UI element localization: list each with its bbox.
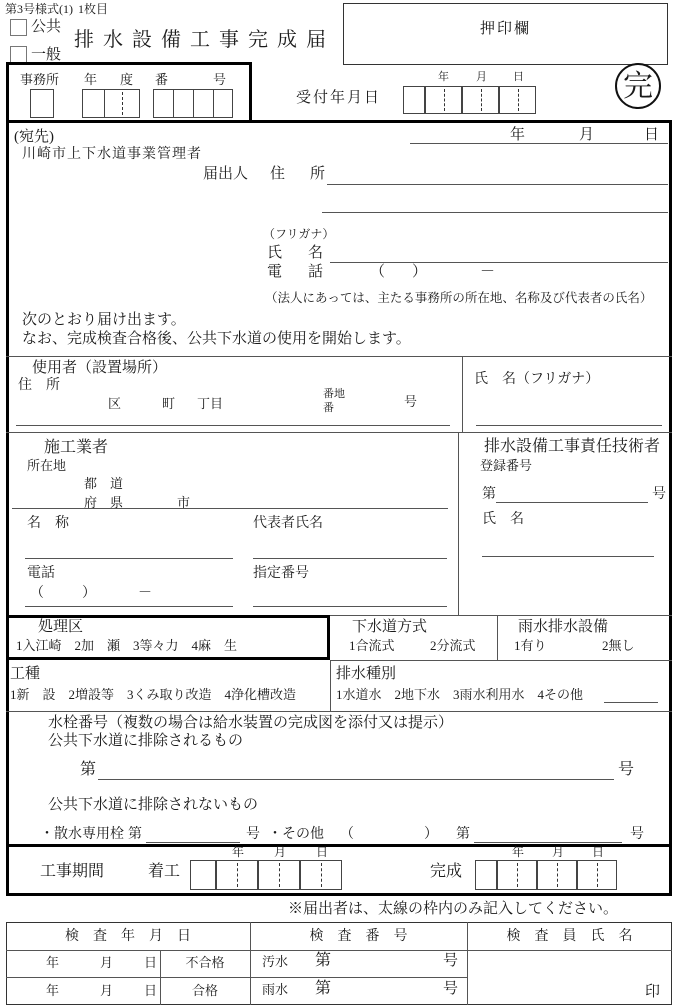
tap-public-go: 号 bbox=[618, 761, 635, 778]
contractor-fuken-label: 府 県 bbox=[84, 495, 124, 510]
contractor-tel-close: ） bbox=[82, 586, 96, 601]
divider-user-vertical bbox=[462, 356, 463, 432]
contractor-title: 施工業者 bbox=[44, 439, 109, 456]
applicant-addr-label2: 所 bbox=[310, 166, 326, 182]
contractor-location-line[interactable] bbox=[12, 493, 448, 509]
applicant-address-line1[interactable] bbox=[327, 169, 668, 185]
insp-row1-sewage: 汚水 bbox=[262, 954, 289, 969]
rain-option-yes[interactable]: 1有り bbox=[514, 638, 547, 653]
reception-day-label: 日 bbox=[513, 71, 524, 83]
divider-user-top bbox=[6, 356, 672, 357]
inspection-header-divider bbox=[6, 950, 672, 951]
tap-public-dai: 第 bbox=[80, 761, 97, 778]
number-cells[interactable] bbox=[153, 89, 233, 118]
user-chome-label: 丁目 bbox=[197, 396, 224, 411]
tel-paren-close: ） bbox=[412, 264, 428, 280]
contractor-tel-open: （ bbox=[30, 586, 44, 601]
rainwater-title: 雨水排水設備 bbox=[518, 619, 609, 635]
date-month-label: 月 bbox=[579, 127, 595, 143]
period-start-month-label: 月 bbox=[274, 845, 287, 859]
period-start-year-label: 年 bbox=[232, 845, 245, 859]
sewer-system-title: 下水道方式 bbox=[352, 619, 428, 635]
tap-other-line[interactable] bbox=[474, 828, 622, 843]
addressee-label: (宛先) bbox=[14, 129, 54, 145]
contractor-tel-line[interactable] bbox=[25, 591, 233, 607]
applicant-addr-label1: 住 bbox=[270, 166, 286, 182]
insp-row2-seal: 印 bbox=[645, 984, 661, 1000]
divider-contractor-vertical bbox=[458, 432, 459, 615]
applicant-address-line2[interactable] bbox=[322, 197, 668, 213]
technician-reg-line[interactable] bbox=[496, 487, 648, 503]
sheet-number: 1枚目 bbox=[78, 2, 109, 16]
period-start-day-label: 日 bbox=[316, 845, 329, 859]
period-end-day-cell[interactable] bbox=[577, 860, 617, 890]
contractor-designation-label: 指定番号 bbox=[253, 566, 309, 581]
completion-stamp-char: 完 bbox=[623, 70, 653, 103]
tap-nonpublic-label: 公共下水道に排除されないもの bbox=[48, 797, 259, 813]
insp-row1-go: 号 bbox=[443, 953, 459, 969]
checkbox-public-label: 公共 bbox=[31, 19, 62, 35]
sewer-option-separate[interactable]: 2分流式 bbox=[430, 638, 476, 653]
user-go-label: 号 bbox=[404, 394, 418, 409]
checkbox-public[interactable] bbox=[10, 19, 27, 36]
period-end-month-cell[interactable] bbox=[537, 860, 577, 890]
technician-name-line[interactable] bbox=[482, 541, 654, 557]
period-end-year-label: 年 bbox=[512, 845, 525, 859]
reception-month-cell[interactable] bbox=[462, 86, 499, 114]
tap-other-close: ） bbox=[424, 827, 438, 842]
contractor-rep-line[interactable] bbox=[253, 543, 447, 559]
fiscal-year-label: 年 bbox=[84, 72, 98, 87]
insp-row2-pass: 合格 bbox=[191, 983, 218, 998]
inspection-header-inspector: 検 査 員 氏 名 bbox=[506, 929, 633, 944]
contractor-tel-dash: － bbox=[138, 586, 152, 601]
rain-option-no[interactable]: 2無し bbox=[602, 638, 635, 653]
declaration-line1: 次のとおり届け出ます。 bbox=[22, 312, 186, 328]
tap-sprinkler-label: ・散水専用栓 bbox=[40, 827, 124, 842]
insp-row2-year: 年 bbox=[46, 983, 60, 998]
manager-title: 川崎市上下水道事業管理者 bbox=[22, 147, 202, 162]
period-end-year-cell[interactable] bbox=[497, 860, 537, 890]
divider-period-top bbox=[6, 844, 672, 847]
tap-other-label: ・その他 bbox=[268, 827, 324, 842]
date-day-label: 日 bbox=[644, 127, 660, 143]
insp-row1-fail: 不合格 bbox=[185, 955, 225, 970]
tap-public-label: 公共下水道に排除されるもの bbox=[48, 733, 244, 749]
technician-title: 排水設備工事責任技術者 bbox=[484, 438, 661, 455]
completion-stamp bbox=[615, 63, 661, 109]
fiscal-do-label: 度 bbox=[120, 72, 134, 87]
treatment-options[interactable]: 1入江崎 2加 瀬 3等々力 4麻 生 bbox=[16, 638, 238, 653]
user-machi-label: 町 bbox=[162, 396, 176, 411]
drain-type-title: 排水種別 bbox=[336, 666, 397, 682]
inspection-header-date: 検 査 年 月 日 bbox=[65, 929, 191, 944]
reception-day-cell[interactable] bbox=[499, 86, 536, 114]
work-kind-options[interactable]: 1新 設 2増設等 3くみ取り改造 4浄化槽改造 bbox=[10, 687, 297, 702]
contractor-name-line[interactable] bbox=[25, 543, 233, 559]
office-cell[interactable] bbox=[30, 89, 54, 118]
tap-title: 水栓番号（複数の場合は給水装置の完成図を添付又は提示） bbox=[48, 715, 454, 731]
technician-go-label: 号 bbox=[652, 487, 666, 502]
divider-tap-top bbox=[6, 711, 672, 712]
bold-frame-note: ※届出者は、太線の枠内のみ記入してください。 bbox=[288, 901, 619, 917]
technician-reg-label: 登録番号 bbox=[480, 458, 533, 473]
work-kind-title: 工種 bbox=[10, 666, 41, 682]
technician-name-label: 氏 名 bbox=[482, 512, 524, 527]
insp-row2-month: 月 bbox=[100, 983, 114, 998]
period-title: 工事期間 bbox=[40, 863, 105, 880]
number-go-label: 号 bbox=[213, 72, 227, 87]
insp-row1-year: 年 bbox=[46, 955, 60, 970]
tap-other-open: （ bbox=[340, 827, 354, 842]
treatment-title: 処理区 bbox=[38, 619, 84, 635]
applicant-tel-label1: 電 bbox=[267, 264, 283, 280]
contractor-location-label: 所在地 bbox=[27, 458, 67, 473]
insp-row2-day: 日 bbox=[144, 983, 158, 998]
number-ban-label: 番 bbox=[155, 72, 169, 87]
user-banchi-label: 番地 bbox=[323, 388, 345, 400]
inspection-row-divider bbox=[6, 977, 467, 978]
applicant-name-label1: 氏 bbox=[267, 245, 283, 261]
divider-rain-vertical bbox=[497, 615, 498, 660]
tap-sprinkler-dai: 第 bbox=[128, 827, 142, 842]
divider-treat-top bbox=[330, 615, 672, 616]
user-address-label: 住 所 bbox=[18, 378, 60, 393]
sewer-option-combined[interactable]: 1合流式 bbox=[349, 638, 395, 653]
seal-box-label: 押印欄 bbox=[479, 21, 531, 37]
page-title: 排水設備工事完成届 bbox=[74, 29, 335, 51]
applicant-name-line[interactable] bbox=[330, 247, 668, 263]
technician-dai-label: 第 bbox=[482, 487, 496, 502]
period-end-label: 完成 bbox=[430, 863, 463, 880]
reception-year-label: 年 bbox=[438, 71, 449, 83]
tap-other-go: 号 bbox=[630, 827, 644, 842]
contractor-tel-label: 電話 bbox=[27, 566, 55, 581]
fiscal-year-cells[interactable] bbox=[82, 89, 140, 118]
tap-sprinkler-line[interactable] bbox=[146, 828, 240, 843]
contractor-shi-label: 市 bbox=[177, 495, 191, 510]
user-ku-label: 区 bbox=[108, 396, 122, 411]
insp-row2-go: 号 bbox=[443, 981, 459, 997]
insp-row1-dai: 第 bbox=[315, 952, 332, 969]
inspection-header-number: 検 査 番 号 bbox=[309, 929, 408, 944]
tap-public-line[interactable] bbox=[98, 763, 614, 780]
form-number: 第3号様式(1) bbox=[5, 2, 73, 16]
period-end-day-label: 日 bbox=[592, 845, 605, 859]
period-end-era-cell[interactable] bbox=[475, 860, 497, 890]
divider-work-vertical bbox=[330, 660, 331, 711]
applicant-tel-label2: 話 bbox=[308, 264, 324, 280]
office-label: 事務所 bbox=[20, 72, 60, 87]
applicant-label: 届出人 bbox=[203, 166, 249, 182]
applicant-furigana-label: （フリガナ） bbox=[263, 227, 335, 241]
drain-other-line[interactable] bbox=[604, 688, 658, 703]
tel-dash: － bbox=[480, 264, 496, 280]
divider-contractor-top bbox=[6, 432, 672, 433]
corporate-note: （法人にあっては、主たる事務所の所在地、名称及び代表者の氏名） bbox=[265, 291, 653, 305]
checkbox-general[interactable] bbox=[10, 46, 27, 63]
insp-row1-month: 月 bbox=[100, 955, 114, 970]
drain-type-options[interactable]: 1水道水 2地下水 3雨水利用水 4その他 bbox=[336, 687, 584, 702]
tel-paren-open: （ bbox=[370, 264, 386, 280]
period-start-day-cell[interactable] bbox=[300, 860, 342, 890]
insp-row2-dai: 第 bbox=[315, 980, 332, 997]
period-start-era-cell[interactable] bbox=[190, 860, 216, 890]
contractor-todo-label: 都 道 bbox=[84, 476, 124, 491]
date-write-line[interactable] bbox=[410, 128, 668, 144]
reception-era-cell[interactable] bbox=[403, 86, 425, 114]
user-name-label: 氏 名（フリガナ） bbox=[474, 372, 600, 387]
contractor-rep-label: 代表者氏名 bbox=[253, 516, 323, 531]
reception-year-cell[interactable] bbox=[425, 86, 462, 114]
date-year-label: 年 bbox=[510, 127, 526, 143]
user-address-line[interactable] bbox=[16, 410, 450, 426]
tap-sprinkler-go: 号 bbox=[246, 827, 260, 842]
period-start-label: 着工 bbox=[148, 863, 181, 880]
contractor-name-label: 名 称 bbox=[27, 516, 69, 531]
period-end-month-label: 月 bbox=[552, 845, 565, 859]
seal-box[interactable] bbox=[343, 3, 668, 65]
insp-row2-rain: 雨水 bbox=[262, 982, 289, 997]
applicant-name-label2: 名 bbox=[308, 245, 324, 261]
user-name-line[interactable] bbox=[476, 410, 662, 426]
user-section-title: 使用者（設置場所） bbox=[32, 360, 168, 376]
declaration-line2: なお、完成検査合格後、公共下水道の使用を開始します。 bbox=[22, 331, 411, 347]
reception-month-label: 月 bbox=[476, 71, 487, 83]
period-start-month-cell[interactable] bbox=[258, 860, 300, 890]
period-start-year-cell[interactable] bbox=[216, 860, 258, 890]
tap-other-dai: 第 bbox=[456, 827, 470, 842]
reception-date-label: 受付年月日 bbox=[296, 90, 382, 106]
divider-work-top bbox=[330, 660, 672, 661]
user-ban-label: 番 bbox=[323, 402, 334, 414]
contractor-designation-line[interactable] bbox=[253, 591, 447, 607]
insp-row1-day: 日 bbox=[144, 955, 158, 970]
checkbox-general-label: 一般 bbox=[31, 47, 62, 63]
